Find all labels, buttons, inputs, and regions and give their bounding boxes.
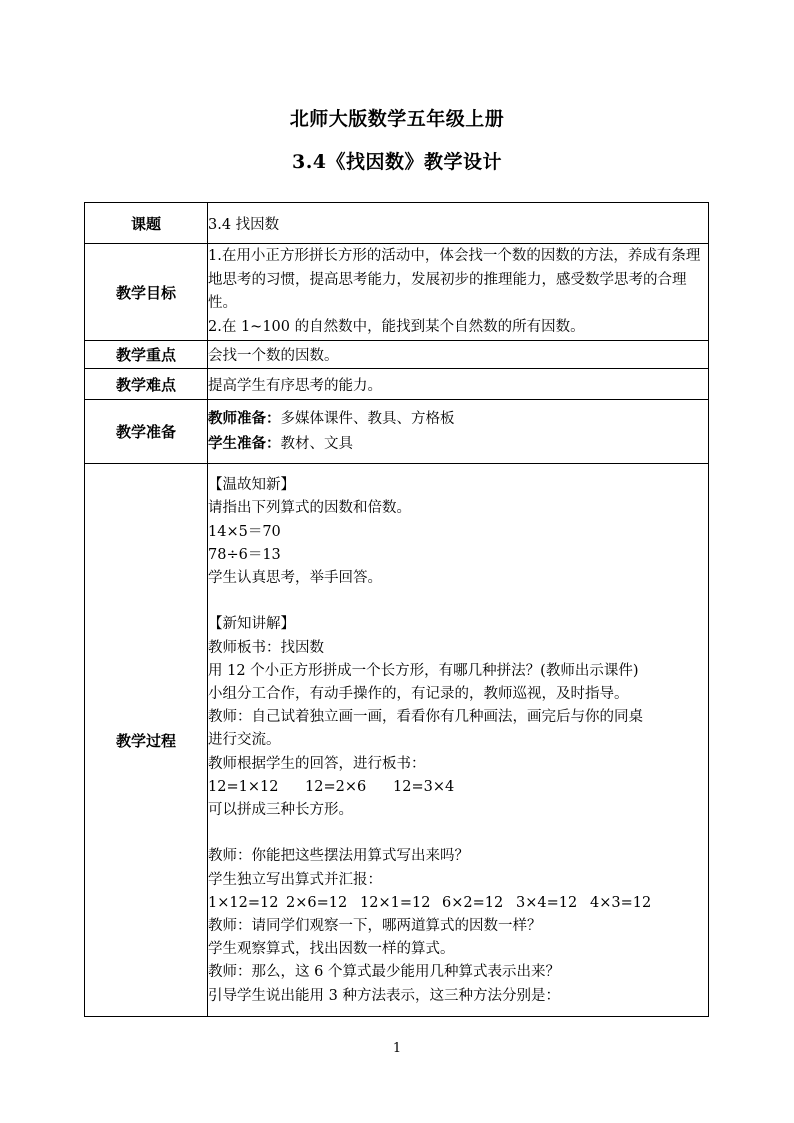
difficulty-value: 提高学生有序思考的能力。: [208, 369, 709, 400]
equation: 12=1×12: [208, 778, 279, 795]
section-heading: 【新知讲解】: [208, 616, 295, 633]
equation-line: 14×5＝70: [208, 523, 281, 540]
formula: 3×4=12: [516, 894, 578, 911]
lesson-plan-table: [84, 202, 709, 1017]
goals-label: 教学目标: [85, 244, 208, 341]
process-line: 学生独立写出算式并汇报：: [208, 871, 382, 888]
table-row-topic: [85, 203, 709, 244]
table-row-process: [85, 464, 709, 1017]
equation: 12=3×4: [393, 778, 455, 795]
page-number: 1: [392, 1041, 402, 1056]
process-line: 引导学生说出能用 3 种方法表示，这三种方法分别是：: [208, 987, 560, 1004]
difficulty-label: 教学难点: [85, 369, 208, 400]
process-line: 小组分工合作，有动手操作的，有记录的，教师巡视，及时指导。: [208, 685, 629, 702]
student-prep-lead: 学生准备：: [208, 434, 281, 452]
process-line: 可以拼成三种长方形。: [208, 802, 353, 818]
process-line: 请指出下列算式的因数和倍数。: [208, 500, 411, 517]
student-prep: [208, 432, 708, 457]
key-label: 教学重点: [85, 341, 208, 369]
topic-label: 课题: [85, 203, 208, 244]
goals-content: [208, 244, 709, 341]
process-line: 进行交流。: [208, 732, 281, 749]
equation: 12=2×6: [305, 778, 367, 795]
goal-item: 1.在用小正方形拼长方形的活动中，体会找一个数的因数的方法，养成有条理地思考的习惯，提高思考能力，发展初步的推理能力，感受数学思考的合理性。: [208, 248, 701, 311]
process-line: 教师根据学生的回答，进行板书：: [208, 755, 426, 772]
formula: 4×3=12: [590, 894, 652, 911]
table-row-goals: [85, 244, 709, 341]
table-row-key-points: [85, 341, 709, 369]
table-row-preparation: [85, 400, 709, 464]
equation-row: [208, 776, 708, 799]
formula: 1×12=12: [208, 894, 279, 911]
process-line: 学生观察算式，找出因数一样的算式。: [208, 941, 455, 958]
teacher-prep: [208, 407, 708, 432]
process-line: 学生认真思考，举手回答。: [208, 569, 382, 586]
process-label: 教学过程: [85, 464, 208, 1017]
table-row-difficulty: [85, 369, 709, 400]
process-line: 教师：那么，这 6 个算式最少能用几种算式表示出来？: [208, 964, 560, 981]
prep-content: [208, 400, 709, 464]
topic-value: 3.4 找因数: [208, 203, 709, 244]
process-line: 教师：你能把这些摆法用算式写出来吗？: [208, 848, 469, 865]
process-line: 教师：请同学们观察一下，哪两道算式的因数一样？: [208, 918, 542, 934]
formula: 6×2=12: [442, 894, 504, 911]
formula: 12×1=12: [360, 894, 431, 911]
document-title: 北师大版数学五年级上册: [289, 108, 505, 130]
teacher-prep-value: 多媒体课件、教具、方格板: [280, 411, 455, 427]
process-content: [208, 464, 709, 1017]
equation-line: 78÷6＝13: [208, 546, 281, 563]
prep-label: 教学准备: [85, 400, 208, 464]
student-prep-value: 教材、文具: [280, 435, 353, 452]
goal-item: 2.在 1~100 的自然数中，能找到某个自然数的所有因数。: [208, 318, 585, 335]
process-line: 教师：自己试着独立画一画，看看你有几种画法，画完后与你的同桌: [208, 709, 643, 726]
formula: 2×6=12: [286, 894, 348, 911]
process-line: 教师板书：找因数: [208, 639, 324, 656]
teacher-prep-lead: 教师准备：: [208, 410, 281, 427]
formula-row: [208, 892, 708, 915]
process-line: 用 12 个小正方形拼成一个长方形，有哪几种拼法？(教师出示课件): [208, 662, 639, 679]
document-subtitle: 3.4《找因数》教学设计: [291, 151, 503, 173]
section-heading: 【温故知新】: [208, 477, 295, 494]
key-value: 会找一个数的因数。: [208, 341, 709, 369]
